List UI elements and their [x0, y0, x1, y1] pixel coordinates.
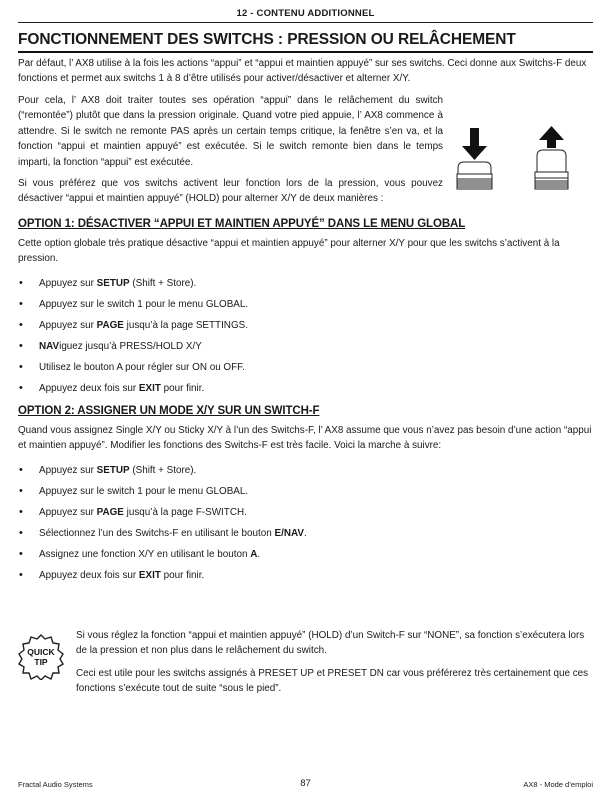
page-number: 87	[300, 778, 311, 789]
step-text: Appuyez sur	[39, 507, 97, 518]
step-text: Appuyez deux fois sur	[39, 383, 139, 394]
footswitch-press-release-icon	[450, 124, 590, 196]
pressed-switch-icon	[457, 162, 492, 189]
quick-tip-badge-line1: QUICK	[27, 647, 55, 657]
step-text: Appuyez deux fois sur	[39, 570, 139, 581]
step-keyword: EXIT	[138, 383, 161, 394]
quick-tip-text-2: Ceci est utile pour les switchs assignés à PRESET UP et PRESET DN car vous préférerez très certainement que ces fonctions s’exécute tout de suite “sous le pied”.	[76, 668, 589, 695]
step-keyword: EXIT	[138, 570, 161, 581]
section-title: FONCTIONNEMENT DES SWITCHS : PRESSION OU RELÂCHEMENT	[18, 31, 516, 48]
released-switch-icon	[535, 150, 568, 189]
step-keyword: SETUP	[96, 278, 130, 289]
down-arrow-icon	[462, 128, 487, 160]
step-text: Appuyez sur	[39, 320, 97, 331]
step-text-end: (Shift + Store).	[129, 465, 197, 476]
up-arrow-icon	[539, 126, 564, 148]
step-text-end: (Shift + Store).	[129, 278, 197, 289]
step-text: Appuyez sur le switch 1 pour le menu GLOBAL.	[39, 299, 249, 310]
quick-tip-badge-icon	[18, 634, 64, 680]
step-keyword: PAGE	[96, 507, 124, 518]
intro-paragraph-2: Pour cela, l’ AX8 doit traiter toutes ses opération “appui” dans le relâchement du switch (“remontée”) plutôt que dans la pression originale. Quand votre pied appuie, l’ AX8 commence à attendre. Si le switch ne remonte PAS après un certain temps critique, la fenêtre s’en va, et la fonction “appui et maintien appuyé” est exécutée. Si le switch remonte bien dans le temps imparti, la fonction “appui” est exécutée.	[18, 95, 443, 168]
step-text-end: pour finir.	[160, 383, 205, 394]
running-head: 12 - CONTENU ADDITIONNEL	[236, 8, 375, 19]
option1-step	[18, 276, 593, 297]
step-keyword: NAV	[39, 341, 60, 352]
step-text: Appuyez sur	[39, 278, 97, 289]
step-text: Utilisez le bouton A pour régler sur ON ou OFF.	[39, 362, 245, 373]
step-text-end: iguez jusqu’à PRESS/HOLD X/Y	[59, 341, 202, 352]
step-keyword: PAGE	[96, 320, 124, 331]
option1-step	[18, 318, 593, 339]
option1-step	[18, 381, 593, 402]
intro-paragraph-1: Par défaut, l’ AX8 utilise à la fois les actions “appui” et “appui et maintien appuyé” sur ses switchs. Ceci donne aux Switchs-F deux fonctions et permet aux switchs 1 à 8 d’être utilisés pour activer/désactiver et alterner X/Y.	[18, 58, 587, 85]
header-divider	[18, 22, 593, 23]
step-text-end: pour finir.	[160, 570, 205, 581]
step-keyword: A	[250, 549, 258, 560]
option1-step-list	[18, 276, 593, 402]
option2-step	[18, 505, 593, 526]
option2-intro: Quand vous assignez Single X/Y ou Sticky X/Y à l’un des Switchs-F, l’ AX8 assume que vous n’avez pas besoin d’une action “appui et maintien appuyé”. Modifier les fonctions des Switchs-F est très facile. Voici la marche à suivre:	[18, 425, 592, 452]
option2-step	[18, 484, 593, 505]
option1-intro: Cette option globale très pratique désactive “appui et maintien appuyé” pour alterner X/Y pour que les switchs s’activent à la pression.	[18, 238, 560, 265]
footer-company: Fractal Audio Systems	[18, 780, 93, 789]
option2-step	[18, 568, 593, 589]
quick-tip-badge-line2: TIP	[34, 657, 48, 667]
option2-heading: OPTION 2: ASSIGNER UN MODE X/Y SUR UN SWITCH-F	[18, 405, 320, 417]
option1-step	[18, 360, 593, 381]
quick-tip-text-1: Si vous réglez la fonction “appui et maintien appuyé” (HOLD) d’un Switch-F sur “NONE”, sa fonction s’exécutera lors de la pression et non plus dans le relâchement du switch.	[76, 630, 585, 657]
option2-step-list	[18, 463, 593, 589]
option1-step	[18, 297, 593, 318]
step-text: Sélectionnez l’un des Switchs-F en utilisant le bouton	[39, 528, 275, 539]
option2-step	[18, 463, 593, 484]
step-text: Assignez une fonction X/Y en utilisant le bouton	[39, 549, 251, 560]
option2-step	[18, 526, 593, 547]
option2-step	[18, 547, 593, 568]
step-text-end: jusqu’à la page SETTINGS.	[123, 320, 248, 331]
option1-step	[18, 339, 593, 360]
title-divider	[18, 51, 593, 53]
intro-paragraph-3: Si vous préférez que vos switchs activent leur fonction lors de la pression, vous pouvez désactiver “appui et maintien appuyé” (HOLD) pour alterner X/Y de deux manières :	[18, 178, 443, 205]
step-text: Appuyez sur	[39, 465, 97, 476]
step-keyword: E/NAV	[274, 528, 304, 539]
step-text-end: jusqu’à la page F-SWITCH.	[123, 507, 247, 518]
step-text-end: .	[257, 549, 261, 560]
option1-heading: OPTION 1: DÉSACTIVER “APPUI ET MAINTIEN APPUYÉ” DANS LE MENU GLOBAL	[18, 218, 466, 230]
step-text-end: .	[303, 528, 307, 539]
step-text: Appuyez sur le switch 1 pour le menu GLOBAL.	[39, 486, 249, 497]
step-keyword: SETUP	[96, 465, 130, 476]
footer-manual-title: AX8 - Mode d’emploi	[523, 780, 593, 789]
